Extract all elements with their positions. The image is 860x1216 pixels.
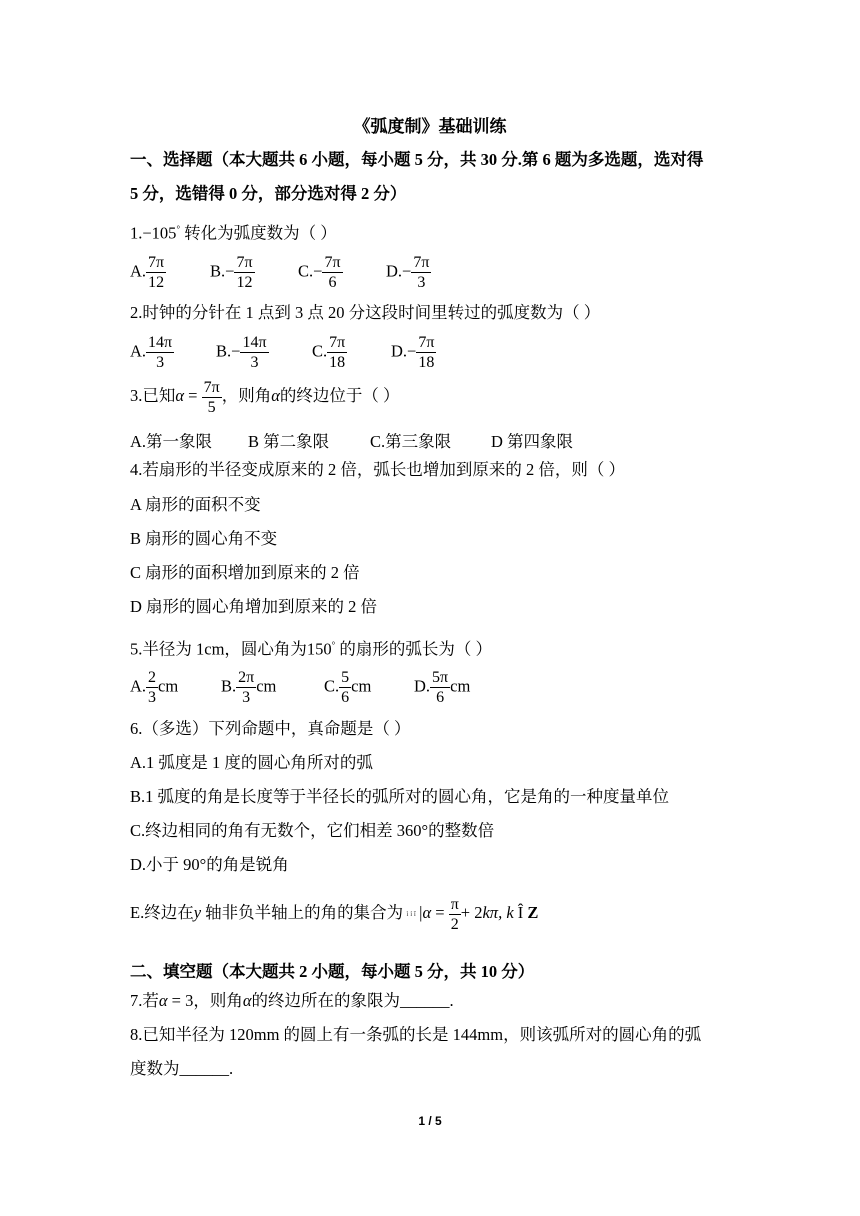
q5-option-b: B. $\frac{2\pi}{3}$ cm	[221, 669, 277, 706]
question-8-line1: 8.已知半径为 120mm 的圆上有一条弧的长是 144mm，则该弧所对的圆心角的弧	[130, 1025, 702, 1044]
q3-option-b: B 第二象限	[248, 432, 330, 451]
degree-mark: °	[331, 640, 336, 650]
q2-option-d: D.− $\frac{7\pi}{18}$	[391, 334, 435, 371]
q5-option-d: D. $\frac{5\pi}{6}$ cm	[414, 669, 471, 706]
garbled-brace-symbol: ì í î	[406, 909, 416, 918]
q5-option-a: A. $\frac{2}{3}$ cm	[130, 669, 179, 706]
q6-option-d: D.小于 90°的角是锐角	[130, 855, 289, 874]
q4-option-c: C 扇形的面积增加到原来的 2 倍	[130, 563, 360, 582]
q2-option-c: C. $\frac{7\pi}{18}$	[312, 334, 346, 371]
question-5: 5.半径为 1cm，圆心角为150° 的扇形的弧长为（ ）	[130, 639, 493, 659]
question-6: 6.（多选）下列命题中，真命题是（ ）	[130, 719, 411, 738]
q1-option-a: A. $\frac{7\pi}{12}$	[130, 254, 165, 291]
q4-option-d: D 扇形的圆心角增加到原来的 2 倍	[130, 597, 378, 616]
q6-option-a: A.1 弧度是 1 度的圆心角所对的弧	[130, 753, 373, 772]
section2-heading: 二、填空题（本大题共 2 小题，每小题 5 分，共 10 分）	[130, 962, 535, 981]
q2-option-a: A. $\frac{14\pi}{3}$	[130, 334, 173, 371]
q6-option-e: E.终边在y 轴非负半轴上的角的集合为 ì í î |α = $\frac{\pi}{2}$ + 2kπ, k Î Z	[130, 895, 539, 933]
q4-option-a: A 扇形的面积不变	[130, 495, 261, 514]
q3-option-a: A.第一象限	[130, 432, 213, 451]
degree-mark: °	[176, 224, 181, 234]
alpha-symbol: α	[175, 386, 185, 405]
q1-text: 1.−105	[130, 223, 177, 243]
q1-option-d: D.− $\frac{7\pi}{3}$	[386, 254, 430, 291]
question-2: 2.时钟的分针在 1 点到 3 点 20 分这段时间里转过的弧度数为（ ）	[130, 303, 601, 322]
q3-option-c: C.第三象限	[370, 432, 452, 451]
q6-option-c: C.终边相同的角有无数个，它们相差 360°的整数倍	[130, 821, 495, 840]
q1-option-b: B.− $\frac{7\pi}{12}$	[210, 254, 253, 291]
q3-option-d: D 第四象限	[491, 432, 574, 451]
q1-option-c: C.− $\frac{7\pi}{6}$	[298, 254, 341, 291]
question-4: 4.若扇形的半径变成原来的 2 倍，弧长也增加到原来的 2 倍，则（ ）	[130, 460, 625, 479]
q2-option-b: B.− $\frac{14\pi}{3}$	[216, 334, 267, 371]
q4-option-b: B 扇形的圆心角不变	[130, 529, 278, 548]
section1-heading-line1: 一、选择题（本大题共 6 小题，每小题 5 分，共 30 分.第 6 题为多选题，选对得	[130, 150, 704, 169]
page-number: 1 / 5	[418, 1114, 442, 1128]
document-title: 《弧度制》基础训练	[353, 117, 507, 136]
section1-heading-line2: 5 分，选错得 0 分，部分选对得 2 分）	[130, 184, 407, 203]
q5-option-c: C. $\frac{5}{6}$ cm	[324, 669, 372, 706]
question-1	[130, 219, 337, 244]
q1-text-post: 转化为弧度数为（ ）	[180, 223, 337, 243]
q6-option-b: B.1 弧度的角是长度等于半径长的弧所对的圆心角，它是角的一种度量单位	[130, 787, 670, 806]
question-3: 3.已知α = $\frac{7\pi}{5}$ ，则角α的终边位于（ ）	[130, 378, 400, 416]
question-8-line2: 度数为______.	[130, 1059, 234, 1078]
question-7: 7.若α = 3，则角α的终边所在的象限为______.	[130, 991, 454, 1010]
